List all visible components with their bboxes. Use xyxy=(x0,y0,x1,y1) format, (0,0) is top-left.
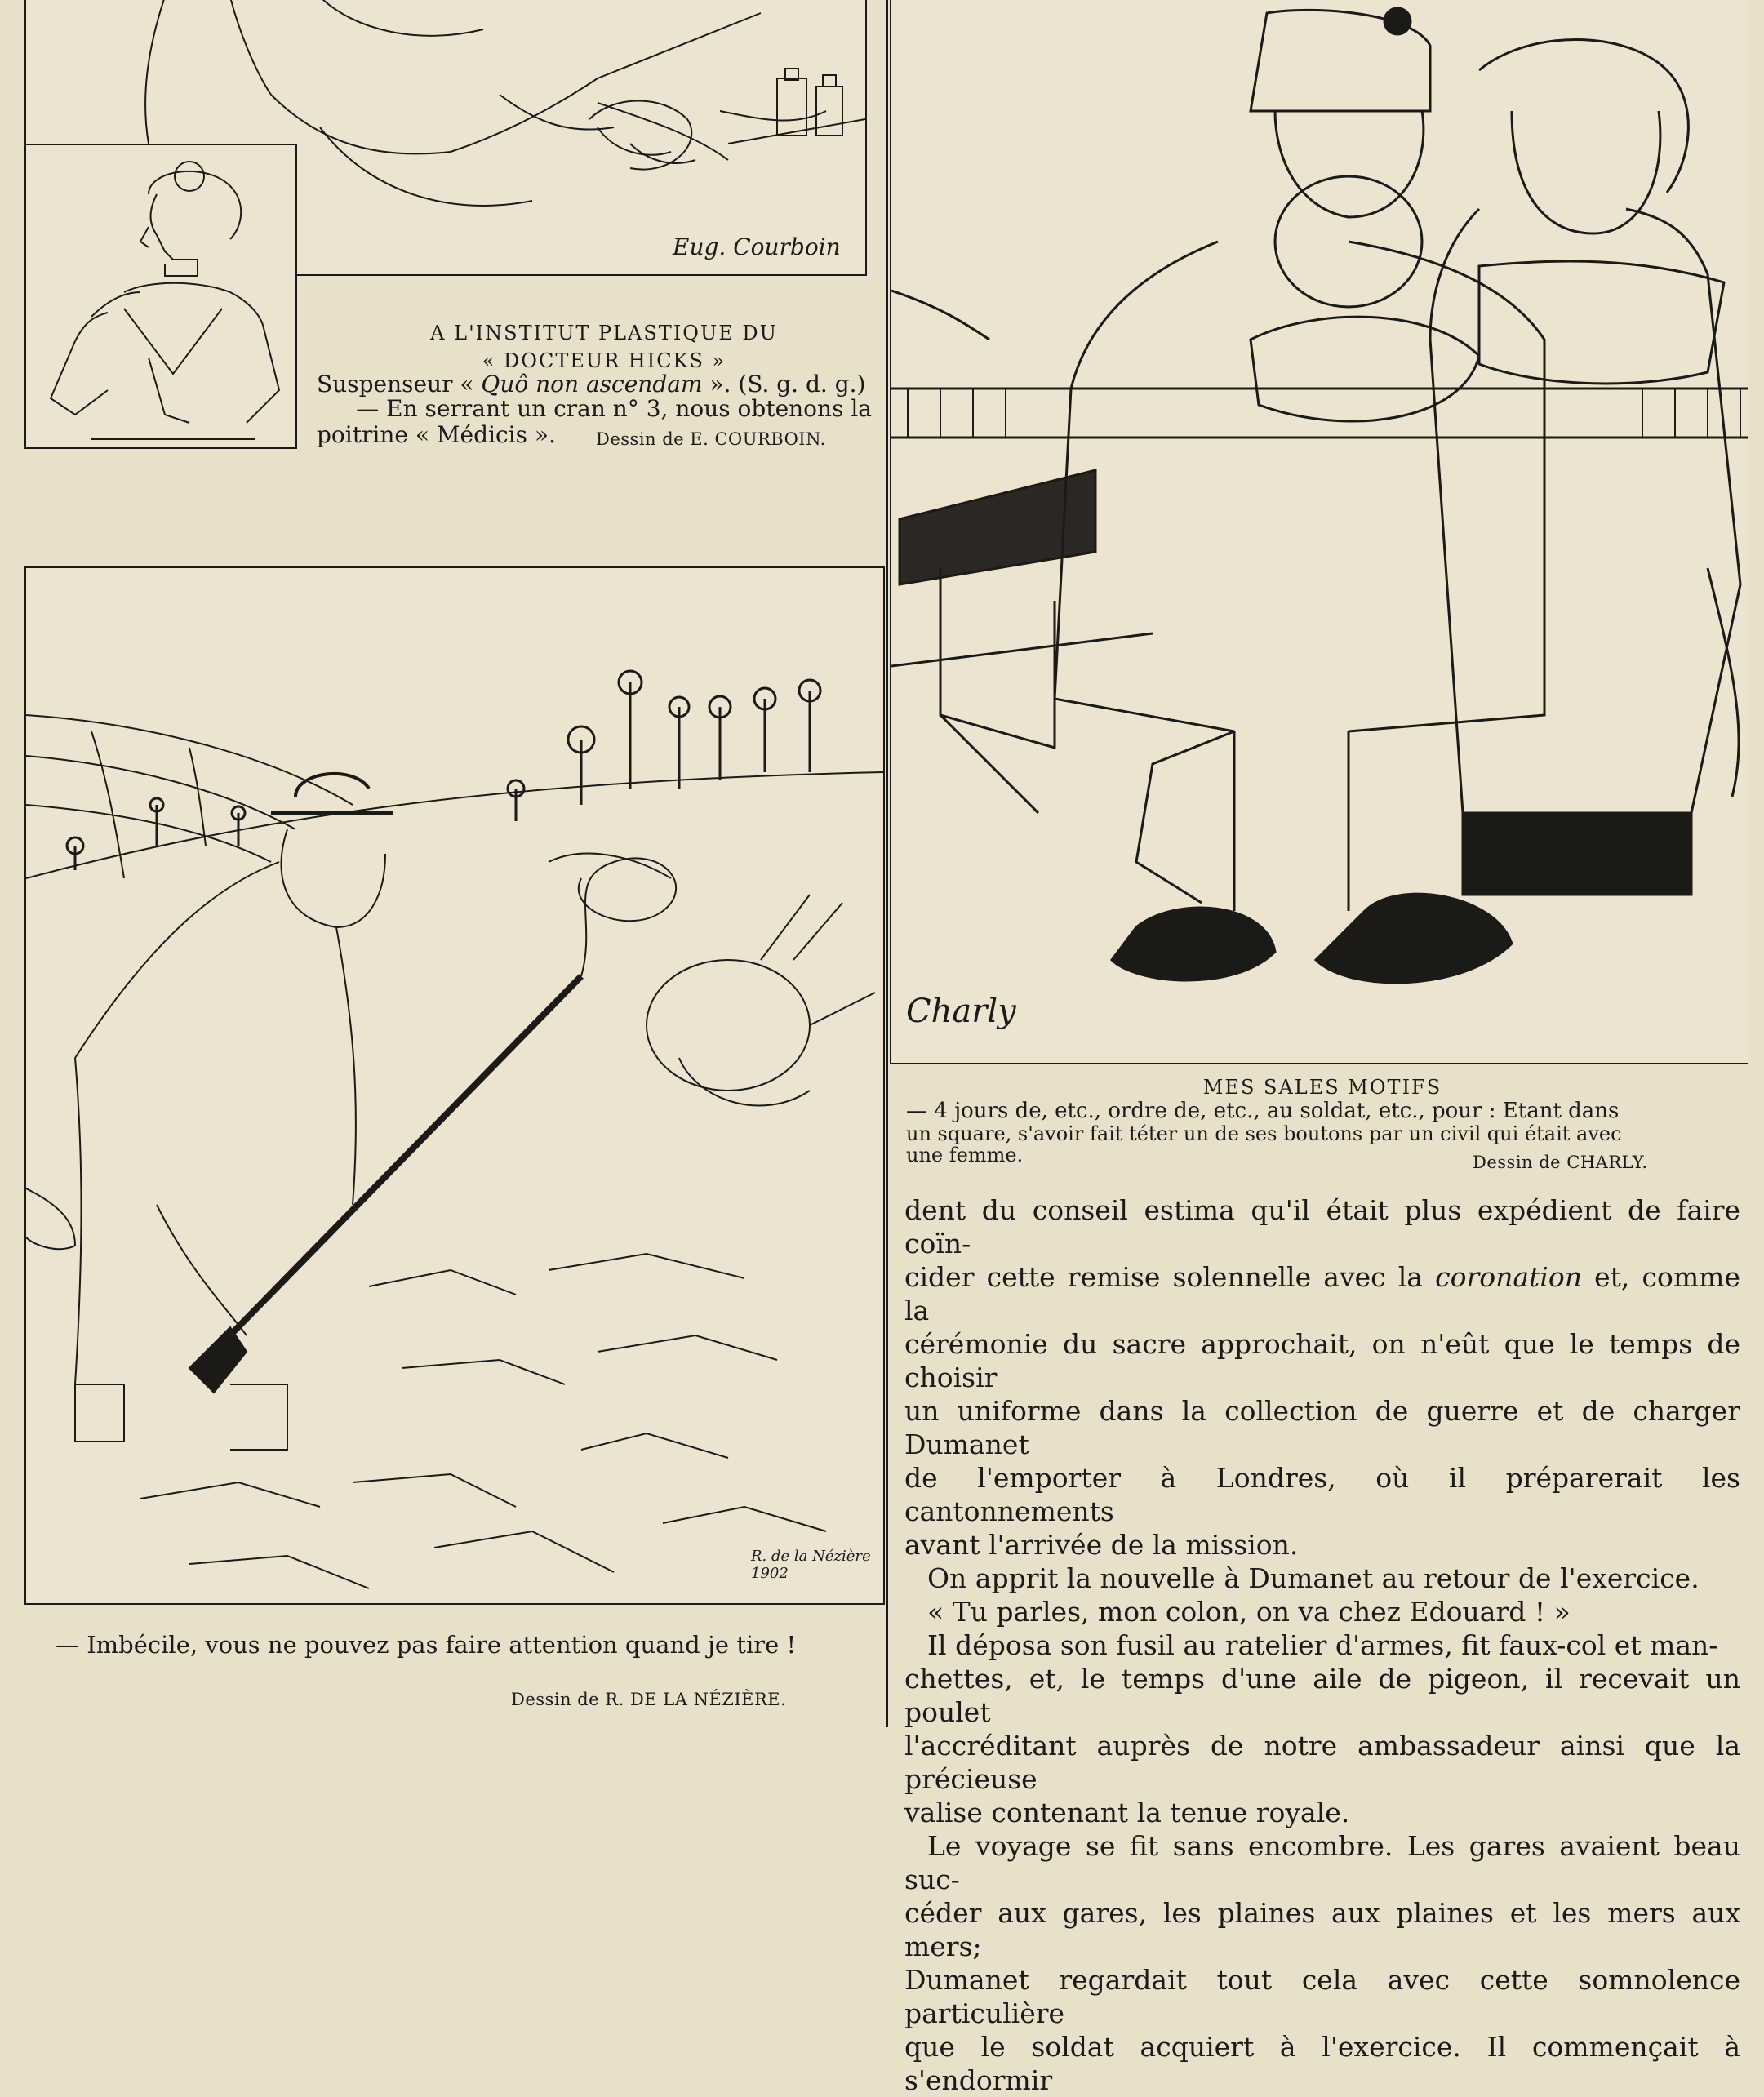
caption-latin: Quô non ascendam xyxy=(481,371,703,398)
hunting-illustration xyxy=(24,566,885,1605)
soldier-credit: Dessin de CHARLY. xyxy=(1473,1153,1648,1172)
article-line: Il déposa son fusil au ratelier d'armes, fit faux-col et man- xyxy=(927,1629,1718,1661)
institut-caption-line-3: poitrine « Médicis ». xyxy=(317,421,556,448)
article-line: un uniforme dans la collection de guerre et de charger Dumanet xyxy=(904,1395,1740,1460)
article-line: Le voyage se fit sans encombre. Les gares avaient beau suc- xyxy=(904,1830,1740,1895)
article-text: cider cette remise solennelle avec la xyxy=(904,1261,1436,1293)
soldier-caption-title: MES SALES MOTIFS xyxy=(1202,1076,1442,1099)
article-line: Dumanet regardait tout cela avec cette somnolence particulière xyxy=(904,1964,1740,2029)
article-line: que le soldat acquiert à l'exercice. Il commençait à s'endormir xyxy=(904,2031,1740,2096)
article-line: céder aux gares, les plaines aux plaines et les mers aux mers; xyxy=(904,1897,1740,1962)
hunting-credit: Dessin de R. DE LA NÉZIÈRE. xyxy=(511,1690,787,1709)
neziere-signature: R. de la Nézière 1902 xyxy=(751,1548,871,1582)
institut-caption-line-1 xyxy=(317,372,872,397)
soldier-illustration xyxy=(890,0,1748,1064)
soldier-caption-line-3: une femme. xyxy=(906,1144,1024,1166)
caption-prefix: Suspenseur « xyxy=(317,371,474,398)
article-line xyxy=(904,1260,1740,1327)
institut-credit: Dessin de E. COURBOIN. xyxy=(596,429,826,449)
portrait-inset xyxy=(24,144,297,449)
institut-caption-line-2: — En serrant un cran n° 3, nous obtenons la xyxy=(356,395,872,422)
article-line: l'accréditant auprès de notre ambassadeur ainsi que la précieuse xyxy=(904,1730,1740,1795)
soldier-nurse-drawing xyxy=(891,0,1748,1063)
caption-suffix: ». (S. g. d. g.) xyxy=(709,371,866,398)
hunting-caption: — Imbécile, vous ne pouvez pas faire attention quand je tire ! xyxy=(56,1631,797,1659)
article-body xyxy=(904,1193,1740,2097)
institut-caption-title-2: « DOCTEUR HICKS » xyxy=(482,349,726,372)
article-line: de l'emporter à Londres, où il préparerait les cantonnements xyxy=(904,1462,1740,1527)
charly-signature: Charly xyxy=(906,993,1016,1030)
courboin-signature: Eug. Courboin xyxy=(673,233,841,260)
article-italic: coronation xyxy=(1435,1261,1582,1293)
institut-caption-title-1: A L'INSTITUT PLASTIQUE DU xyxy=(430,322,778,344)
column-divider xyxy=(886,0,888,1727)
article-line: avant l'arrivée de la mission. xyxy=(904,1529,1299,1561)
soldier-caption-line-2: un square, s'avoir fait téter un de ses boutons par un civil qui était avec xyxy=(906,1122,1622,1145)
article-line: dent du conseil estima qu'il était plus expédient de faire coïn- xyxy=(904,1194,1740,1260)
article-line: valise contenant la tenue royale. xyxy=(904,1797,1350,1828)
article-text: et, comme la xyxy=(904,1261,1740,1326)
hunter-drawing xyxy=(26,568,883,1603)
article-line: « Tu parles, mon colon, on va chez Edouard ! » xyxy=(927,1596,1571,1628)
article-line: On apprit la nouvelle à Dumanet au retour de l'exercice. xyxy=(927,1562,1700,1594)
article-line: chettes, et, le temps d'une aile de pigeon, il recevait un poulet xyxy=(904,1663,1740,1728)
article-line: cérémonie du sacre approchait, on n'eût que le temps de choisir xyxy=(904,1328,1740,1393)
soldier-caption-line-1: — 4 jours de, etc., ordre de, etc., au soldat, etc., pour : Etant dans xyxy=(906,1099,1620,1123)
woman-portrait-drawing xyxy=(26,145,295,447)
